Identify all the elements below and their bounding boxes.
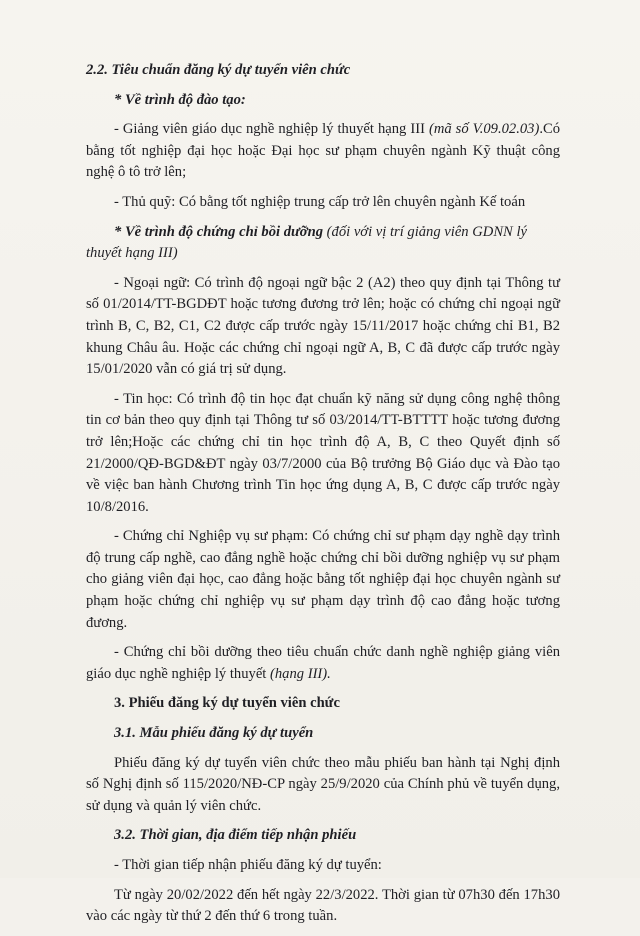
certificate-heading-text: * Về trình độ chứng chỉ bồi dưỡng (114, 223, 327, 240)
receiving-time-label: - Thời gian tiếp nhận phiếu đăng ký dự tuyển: (114, 857, 382, 873)
foreign-language-paragraph: - Ngoại ngữ: Có trình độ ngoại ngữ bậc 2 (A2) theo quy định tại Thông tư số 01/2014/TT-BGDĐT hoặc tương đương trở lên; hoặc có chứng chỉ ngoại ngữ trình B, C, B2, C1, C2 được cấp trước ngày 15/11/2017 hoặc chứng chỉ B1, B2 khung Châu âu. Hoặc các chứng chỉ ngoại ngữ A, B, C đã được cấp trước ngày 15/01/2020 vẫn có giá trị sử dụng. (86, 274, 560, 378)
section-3-2-heading: 3.2. Thời gian, địa điểm tiếp nhận phiếu (114, 827, 357, 844)
training-rank: (hạng III). (270, 665, 331, 682)
document-body (86, 60, 560, 936)
pedagogy-certificate-paragraph: - Chứng chỉ Nghiệp vụ sư phạm: Có chứng chỉ sư phạm dạy nghề dạy trình độ trung cấp nghề, cao đẳng nghề hoặc chứng chỉ bồi dưỡng nghiệp vụ sư phạm cho giảng viên đại học, cao đẳng hoặc bằng tốt nghiệp đại học chuyên ngành sư phạm hoặc chứng chỉ nghiệp vụ sư phạm dạy trình độ cao đẳng hoặc tương đương. (86, 528, 560, 631)
education-level-heading: * Về trình độ đào tạo: (114, 91, 246, 108)
section-3-heading: 3. Phiếu đăng ký dự tuyển viên chức (114, 695, 340, 712)
lecturer-text: - Giảng viên giáo dục nghề nghiệp lý thuyết hạng III (114, 121, 429, 138)
lecturer-text-tail: .Có bằng tốt nghiệp đại học hoặc Đại học sư phạm chuyên ngành Kỹ thuật công nghệ ô tô trở lên; (86, 121, 560, 181)
registration-form-paragraph: Phiếu đăng ký dự tuyển viên chức theo mẫu phiếu ban hành tại Nghị định số Nghị định số 115/2020/NĐ-CP ngày 25/9/2020 của Chính phủ về tuyển dụng, sử dụng và quản lý viên chức. (86, 754, 560, 814)
certificate-heading-note: (đối với vị trí giảng viên GDNN lý thuyết hạng III) (86, 223, 527, 262)
treasurer-qualification-paragraph: - Thủ quỹ: Có bằng tốt nghiệp trung cấp trở lên chuyên ngành Kế toán (114, 193, 526, 210)
lecturer-code: (mã số V.09.02.03) (428, 121, 540, 138)
section-2-2-heading: 2.2. Tiêu chuẩn đăng ký dự tuyển viên chức (86, 62, 351, 78)
receiving-time-paragraph: Từ ngày 20/02/2022 đến hết ngày 22/3/2022. Thời gian từ 07h30 đến 17h30 vào các ngày từ thứ 2 đến thứ 6 trong tuần. (86, 886, 560, 925)
training-text: - Chứng chỉ bồi dưỡng theo tiêu chuẩn chức danh nghề nghiệp giảng viên giáo dục nghề nghiệp lý thuyết (86, 644, 560, 682)
professional-training-paragraph (86, 642, 560, 685)
lecturer-qualification-paragraph (86, 119, 560, 184)
section-3-1-heading: 3.1. Mẫu phiếu đăng ký dự tuyển (114, 725, 314, 742)
certificate-heading (86, 222, 560, 265)
informatics-paragraph: - Tin học: Có trình độ tin học đạt chuẩn kỹ năng sử dụng công nghệ thông tin cơ bản theo quy định tại Thông tư số 03/2014/TT-BTTTT hoặc tương đương trở lên;Hoặc các chứng chỉ tin học trình độ A, B, C theo Quyết định số 21/2000/QĐ-BGD&ĐT ngày 03/7/2000 của Bộ trưởng Bộ Giáo dục và Đào tạo về việc ban hành Chương trình Tin học ứng dụng A, B, C được cấp trước ngày 10/8/2016. (86, 390, 560, 515)
